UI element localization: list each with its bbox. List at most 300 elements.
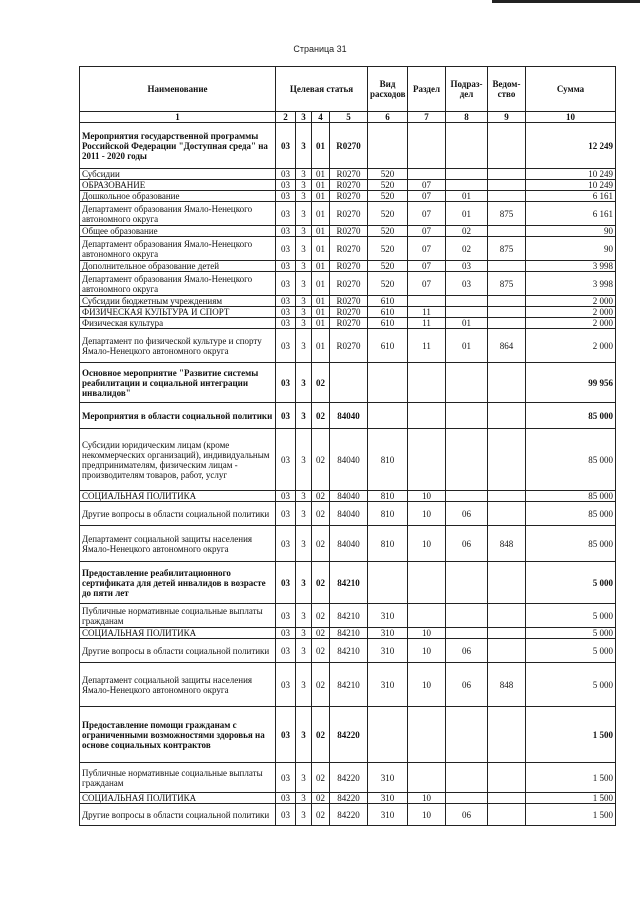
row-target-event: 01 bbox=[312, 123, 330, 169]
row-target-code: R0270 bbox=[330, 169, 368, 180]
row-name: Субсидии бюджетным учреждениям bbox=[80, 296, 276, 307]
col-number: 7 bbox=[408, 112, 446, 123]
row-section bbox=[408, 707, 446, 763]
row-target-subprogram: 3 bbox=[296, 804, 312, 826]
header-vedomstvo: Ведом-ство bbox=[488, 67, 526, 112]
row-sum: 1 500 bbox=[526, 707, 616, 763]
row-target-subprogram: 3 bbox=[296, 763, 312, 793]
row-subsection bbox=[446, 628, 488, 639]
row-expense-type: 310 bbox=[368, 804, 408, 826]
row-target-program: 03 bbox=[276, 329, 296, 363]
table-row bbox=[80, 429, 616, 491]
row-name: СОЦИАЛЬНАЯ ПОЛИТИКА bbox=[80, 628, 276, 639]
row-target-event: 02 bbox=[312, 628, 330, 639]
table-row bbox=[80, 261, 616, 272]
row-target-program: 03 bbox=[276, 403, 296, 429]
row-target-program: 03 bbox=[276, 202, 296, 226]
row-target-event: 02 bbox=[312, 526, 330, 562]
row-department bbox=[488, 793, 526, 804]
row-target-subprogram: 3 bbox=[296, 202, 312, 226]
row-department bbox=[488, 707, 526, 763]
row-target-program: 03 bbox=[276, 272, 296, 296]
row-section bbox=[408, 123, 446, 169]
row-section: 10 bbox=[408, 793, 446, 804]
row-section bbox=[408, 169, 446, 180]
row-name: Субсидии bbox=[80, 169, 276, 180]
row-expense-type: 520 bbox=[368, 272, 408, 296]
row-expense-type bbox=[368, 123, 408, 169]
table-row bbox=[80, 307, 616, 318]
row-target-subprogram: 3 bbox=[296, 429, 312, 491]
row-target-code: 84040 bbox=[330, 526, 368, 562]
row-target-subprogram: 3 bbox=[296, 363, 312, 403]
col-number: 2 bbox=[276, 112, 296, 123]
row-section: 11 bbox=[408, 318, 446, 329]
row-target-program: 03 bbox=[276, 526, 296, 562]
row-sum: 2 000 bbox=[526, 318, 616, 329]
row-target-program: 03 bbox=[276, 237, 296, 261]
table-row bbox=[80, 169, 616, 180]
row-target-program: 03 bbox=[276, 226, 296, 237]
col-number: 9 bbox=[488, 112, 526, 123]
row-target-program: 03 bbox=[276, 502, 296, 526]
row-expense-type: 810 bbox=[368, 526, 408, 562]
row-expense-type: 610 bbox=[368, 296, 408, 307]
row-target-subprogram: 3 bbox=[296, 237, 312, 261]
row-sum: 85 000 bbox=[526, 403, 616, 429]
row-expense-type: 520 bbox=[368, 202, 408, 226]
row-target-event: 02 bbox=[312, 403, 330, 429]
row-name: Мероприятия государственной программы Российской Федерации "Доступная среда" на 2011 - 2020 годы bbox=[80, 123, 276, 169]
row-department bbox=[488, 639, 526, 663]
row-sum: 3 998 bbox=[526, 272, 616, 296]
row-target-subprogram: 3 bbox=[296, 562, 312, 604]
row-subsection: 02 bbox=[446, 226, 488, 237]
row-target-program: 03 bbox=[276, 180, 296, 191]
row-expense-type: 310 bbox=[368, 793, 408, 804]
row-section: 10 bbox=[408, 502, 446, 526]
row-target-program: 03 bbox=[276, 804, 296, 826]
row-target-event: 01 bbox=[312, 237, 330, 261]
page-number: Страница 31 bbox=[293, 44, 347, 54]
row-subsection bbox=[446, 180, 488, 191]
row-target-program: 03 bbox=[276, 763, 296, 793]
row-department: 875 bbox=[488, 202, 526, 226]
row-section: 07 bbox=[408, 261, 446, 272]
header-razdel: Раздел bbox=[408, 67, 446, 112]
table-row bbox=[80, 793, 616, 804]
row-sum: 1 500 bbox=[526, 804, 616, 826]
header-summa: Сумма bbox=[526, 67, 616, 112]
row-target-subprogram: 3 bbox=[296, 639, 312, 663]
row-target-subprogram: 3 bbox=[296, 180, 312, 191]
row-subsection bbox=[446, 403, 488, 429]
row-target-event: 02 bbox=[312, 707, 330, 763]
row-expense-type: 610 bbox=[368, 318, 408, 329]
col-number: 1 bbox=[80, 112, 276, 123]
row-target-code: R0270 bbox=[330, 329, 368, 363]
row-target-event: 02 bbox=[312, 429, 330, 491]
row-target-event: 01 bbox=[312, 296, 330, 307]
table-row bbox=[80, 526, 616, 562]
row-target-event: 02 bbox=[312, 804, 330, 826]
row-target-subprogram: 3 bbox=[296, 329, 312, 363]
row-target-event: 02 bbox=[312, 502, 330, 526]
row-target-code: R0270 bbox=[330, 272, 368, 296]
row-target-subprogram: 3 bbox=[296, 261, 312, 272]
row-target-code: R0270 bbox=[330, 318, 368, 329]
row-name: Публичные нормативные социальные выплаты гражданам bbox=[80, 604, 276, 628]
row-section bbox=[408, 604, 446, 628]
row-target-program: 03 bbox=[276, 628, 296, 639]
row-name: Департамент образования Ямало-Ненецкого автономного округа bbox=[80, 237, 276, 261]
col-number: 3 bbox=[296, 112, 312, 123]
table-row bbox=[80, 226, 616, 237]
col-number: 8 bbox=[446, 112, 488, 123]
row-sum: 1 500 bbox=[526, 763, 616, 793]
row-subsection bbox=[446, 123, 488, 169]
row-target-code: 84040 bbox=[330, 491, 368, 502]
row-department bbox=[488, 191, 526, 202]
row-target-event: 01 bbox=[312, 272, 330, 296]
row-target-event: 02 bbox=[312, 793, 330, 804]
row-target-code: R0270 bbox=[330, 123, 368, 169]
row-subsection bbox=[446, 604, 488, 628]
row-department bbox=[488, 804, 526, 826]
row-target-event: 02 bbox=[312, 763, 330, 793]
row-target-program: 03 bbox=[276, 296, 296, 307]
row-department bbox=[488, 763, 526, 793]
row-target-event: 01 bbox=[312, 191, 330, 202]
row-target-subprogram: 3 bbox=[296, 628, 312, 639]
budget-table bbox=[79, 66, 616, 826]
table-row bbox=[80, 403, 616, 429]
row-subsection bbox=[446, 307, 488, 318]
row-target-event: 02 bbox=[312, 562, 330, 604]
row-subsection: 03 bbox=[446, 272, 488, 296]
row-section: 07 bbox=[408, 226, 446, 237]
row-expense-type: 520 bbox=[368, 169, 408, 180]
row-sum: 10 249 bbox=[526, 180, 616, 191]
table-row bbox=[80, 329, 616, 363]
row-target-program: 03 bbox=[276, 169, 296, 180]
row-department bbox=[488, 628, 526, 639]
row-sum: 90 bbox=[526, 226, 616, 237]
row-section bbox=[408, 296, 446, 307]
row-name: Общее образование bbox=[80, 226, 276, 237]
table-row bbox=[80, 237, 616, 261]
row-expense-type bbox=[368, 403, 408, 429]
row-target-program: 03 bbox=[276, 318, 296, 329]
table-row bbox=[80, 604, 616, 628]
row-target-event: 01 bbox=[312, 180, 330, 191]
header-podrazdel: Подраз-дел bbox=[446, 67, 488, 112]
row-sum: 85 000 bbox=[526, 526, 616, 562]
row-subsection bbox=[446, 707, 488, 763]
row-target-program: 03 bbox=[276, 491, 296, 502]
table-row bbox=[80, 639, 616, 663]
row-name: СОЦИАЛЬНАЯ ПОЛИТИКА bbox=[80, 793, 276, 804]
row-target-program: 03 bbox=[276, 663, 296, 707]
row-section bbox=[408, 363, 446, 403]
row-department: 848 bbox=[488, 526, 526, 562]
row-name: ОБРАЗОВАНИЕ bbox=[80, 180, 276, 191]
row-subsection: 01 bbox=[446, 329, 488, 363]
row-sum: 6 161 bbox=[526, 191, 616, 202]
row-target-code: 84210 bbox=[330, 562, 368, 604]
col-number: 4 bbox=[312, 112, 330, 123]
row-department: 875 bbox=[488, 237, 526, 261]
row-sum: 99 956 bbox=[526, 363, 616, 403]
table-row bbox=[80, 562, 616, 604]
row-sum: 5 000 bbox=[526, 562, 616, 604]
row-section: 10 bbox=[408, 804, 446, 826]
header-target: Целевая статья bbox=[276, 67, 368, 112]
row-expense-type: 520 bbox=[368, 261, 408, 272]
table-row bbox=[80, 804, 616, 826]
row-target-subprogram: 3 bbox=[296, 169, 312, 180]
table-row bbox=[80, 491, 616, 502]
row-target-event: 01 bbox=[312, 261, 330, 272]
row-expense-type: 520 bbox=[368, 180, 408, 191]
row-target-subprogram: 3 bbox=[296, 491, 312, 502]
row-expense-type: 810 bbox=[368, 429, 408, 491]
row-target-subprogram: 3 bbox=[296, 296, 312, 307]
row-expense-type: 310 bbox=[368, 763, 408, 793]
col-number: 10 bbox=[526, 112, 616, 123]
row-name: Департамент социальной защиты населения Ямало-Ненецкого автономного округа bbox=[80, 526, 276, 562]
row-department bbox=[488, 180, 526, 191]
row-target-event: 01 bbox=[312, 318, 330, 329]
row-target-subprogram: 3 bbox=[296, 318, 312, 329]
row-target-code: R0270 bbox=[330, 261, 368, 272]
row-name: Департамент образования Ямало-Ненецкого автономного округа bbox=[80, 272, 276, 296]
row-expense-type bbox=[368, 363, 408, 403]
row-department: 848 bbox=[488, 663, 526, 707]
row-target-event: 01 bbox=[312, 169, 330, 180]
row-target-code: 84040 bbox=[330, 403, 368, 429]
row-name: Другие вопросы в области социальной политики bbox=[80, 502, 276, 526]
row-name: ФИЗИЧЕСКАЯ КУЛЬТУРА И СПОРТ bbox=[80, 307, 276, 318]
row-sum: 85 000 bbox=[526, 502, 616, 526]
row-department bbox=[488, 318, 526, 329]
row-department bbox=[488, 429, 526, 491]
row-target-event: 01 bbox=[312, 329, 330, 363]
row-target-code: R0270 bbox=[330, 191, 368, 202]
row-target-subprogram: 3 bbox=[296, 604, 312, 628]
row-section: 07 bbox=[408, 191, 446, 202]
row-target-code: R0270 bbox=[330, 237, 368, 261]
row-sum: 12 249 bbox=[526, 123, 616, 169]
row-target-subprogram: 3 bbox=[296, 307, 312, 318]
row-target-code: R0270 bbox=[330, 202, 368, 226]
row-target-program: 03 bbox=[276, 123, 296, 169]
row-department bbox=[488, 123, 526, 169]
row-sum: 5 000 bbox=[526, 663, 616, 707]
row-expense-type: 310 bbox=[368, 604, 408, 628]
row-subsection bbox=[446, 491, 488, 502]
row-target-subprogram: 3 bbox=[296, 502, 312, 526]
row-subsection: 01 bbox=[446, 318, 488, 329]
row-target-event: 02 bbox=[312, 663, 330, 707]
row-department bbox=[488, 169, 526, 180]
row-target-program: 03 bbox=[276, 363, 296, 403]
row-expense-type: 610 bbox=[368, 329, 408, 363]
row-expense-type: 310 bbox=[368, 663, 408, 707]
row-subsection: 06 bbox=[446, 526, 488, 562]
row-name: Предоставление помощи гражданам с ограниченными возможностями здоровья на основе социальных контрактов bbox=[80, 707, 276, 763]
row-subsection: 02 bbox=[446, 237, 488, 261]
row-target-code bbox=[330, 363, 368, 403]
row-sum: 2 000 bbox=[526, 329, 616, 363]
row-subsection: 01 bbox=[446, 191, 488, 202]
row-sum: 5 000 bbox=[526, 604, 616, 628]
row-target-subprogram: 3 bbox=[296, 663, 312, 707]
table-row bbox=[80, 318, 616, 329]
row-section bbox=[408, 429, 446, 491]
row-target-event: 02 bbox=[312, 363, 330, 403]
col-number: 6 bbox=[368, 112, 408, 123]
row-department bbox=[488, 363, 526, 403]
row-section: 07 bbox=[408, 180, 446, 191]
row-sum: 85 000 bbox=[526, 491, 616, 502]
row-sum: 10 249 bbox=[526, 169, 616, 180]
row-target-code: R0270 bbox=[330, 226, 368, 237]
row-name: Основное мероприятие "Развитие системы реабилитации и социальной интеграции инвалидов" bbox=[80, 363, 276, 403]
row-section: 11 bbox=[408, 307, 446, 318]
row-name: Дошкольное образование bbox=[80, 191, 276, 202]
row-section: 10 bbox=[408, 639, 446, 663]
row-section: 11 bbox=[408, 329, 446, 363]
row-target-program: 03 bbox=[276, 793, 296, 804]
row-section: 10 bbox=[408, 628, 446, 639]
row-target-program: 03 bbox=[276, 639, 296, 663]
header-name: Наименование bbox=[80, 67, 276, 112]
row-target-subprogram: 3 bbox=[296, 123, 312, 169]
row-section: 10 bbox=[408, 526, 446, 562]
row-section bbox=[408, 403, 446, 429]
row-target-subprogram: 3 bbox=[296, 793, 312, 804]
row-target-program: 03 bbox=[276, 562, 296, 604]
row-target-program: 03 bbox=[276, 191, 296, 202]
row-section: 10 bbox=[408, 491, 446, 502]
table-row bbox=[80, 363, 616, 403]
row-section: 07 bbox=[408, 202, 446, 226]
table-row bbox=[80, 202, 616, 226]
row-sum: 2 000 bbox=[526, 296, 616, 307]
row-expense-type: 810 bbox=[368, 502, 408, 526]
row-subsection bbox=[446, 793, 488, 804]
row-expense-type bbox=[368, 562, 408, 604]
row-subsection bbox=[446, 429, 488, 491]
row-name: Департамент социальной защиты населения Ямало-Ненецкого автономного округа bbox=[80, 663, 276, 707]
row-target-code: 84220 bbox=[330, 763, 368, 793]
row-target-code: 84220 bbox=[330, 707, 368, 763]
row-section: 07 bbox=[408, 237, 446, 261]
row-section: 10 bbox=[408, 663, 446, 707]
row-subsection bbox=[446, 169, 488, 180]
row-target-code: 84210 bbox=[330, 639, 368, 663]
table-row bbox=[80, 191, 616, 202]
table-row bbox=[80, 502, 616, 526]
row-department bbox=[488, 307, 526, 318]
table-row bbox=[80, 763, 616, 793]
row-target-program: 03 bbox=[276, 261, 296, 272]
row-target-code: 84040 bbox=[330, 429, 368, 491]
row-department bbox=[488, 562, 526, 604]
row-department bbox=[488, 296, 526, 307]
row-name: Другие вопросы в области социальной политики bbox=[80, 639, 276, 663]
row-sum: 2 000 bbox=[526, 307, 616, 318]
row-name: Субсидии юридическим лицам (кроме некоммерческих организаций), индивидуальным предпринимателям, физическим лицам - производителям товаров, работ, услуг bbox=[80, 429, 276, 491]
row-expense-type: 610 bbox=[368, 307, 408, 318]
row-target-code: R0270 bbox=[330, 180, 368, 191]
row-subsection: 06 bbox=[446, 639, 488, 663]
row-subsection bbox=[446, 763, 488, 793]
row-sum: 5 000 bbox=[526, 639, 616, 663]
row-department bbox=[488, 403, 526, 429]
row-expense-type: 310 bbox=[368, 628, 408, 639]
row-subsection: 06 bbox=[446, 663, 488, 707]
row-expense-type: 310 bbox=[368, 639, 408, 663]
row-subsection: 06 bbox=[446, 804, 488, 826]
row-target-subprogram: 3 bbox=[296, 272, 312, 296]
header-vid: Вид расходов bbox=[368, 67, 408, 112]
row-section bbox=[408, 763, 446, 793]
row-subsection: 06 bbox=[446, 502, 488, 526]
table-row bbox=[80, 296, 616, 307]
scan-edge-mark bbox=[492, 0, 640, 3]
row-target-code: R0270 bbox=[330, 296, 368, 307]
row-expense-type: 810 bbox=[368, 491, 408, 502]
table-row bbox=[80, 272, 616, 296]
row-target-code: R0270 bbox=[330, 307, 368, 318]
table-row bbox=[80, 123, 616, 169]
col-number: 5 bbox=[330, 112, 368, 123]
row-sum: 1 500 bbox=[526, 793, 616, 804]
row-target-code: 84040 bbox=[330, 502, 368, 526]
table-row bbox=[80, 628, 616, 639]
row-subsection: 03 bbox=[446, 261, 488, 272]
row-sum: 90 bbox=[526, 237, 616, 261]
row-target-code: 84210 bbox=[330, 604, 368, 628]
row-department: 864 bbox=[488, 329, 526, 363]
row-department bbox=[488, 604, 526, 628]
row-target-subprogram: 3 bbox=[296, 226, 312, 237]
row-name: Дополнительное образование детей bbox=[80, 261, 276, 272]
row-department bbox=[488, 261, 526, 272]
row-name: Предоставление реабилитационного сертификата для детей инвалидов в возрасте до пяти лет bbox=[80, 562, 276, 604]
row-department bbox=[488, 226, 526, 237]
row-target-code: 84220 bbox=[330, 793, 368, 804]
row-target-program: 03 bbox=[276, 307, 296, 318]
row-target-event: 01 bbox=[312, 307, 330, 318]
row-name: Департамент по физической культуре и спорту Ямало-Ненецкого автономного округа bbox=[80, 329, 276, 363]
table-row bbox=[80, 180, 616, 191]
row-target-event: 02 bbox=[312, 491, 330, 502]
row-sum: 6 161 bbox=[526, 202, 616, 226]
row-name: Другие вопросы в области социальной политики bbox=[80, 804, 276, 826]
row-subsection bbox=[446, 363, 488, 403]
row-department: 875 bbox=[488, 272, 526, 296]
row-target-subprogram: 3 bbox=[296, 526, 312, 562]
row-target-program: 03 bbox=[276, 707, 296, 763]
row-target-subprogram: 3 bbox=[296, 707, 312, 763]
row-target-subprogram: 3 bbox=[296, 191, 312, 202]
row-name: Мероприятия в области социальной политики bbox=[80, 403, 276, 429]
row-sum: 85 000 bbox=[526, 429, 616, 491]
row-target-code: 84220 bbox=[330, 804, 368, 826]
